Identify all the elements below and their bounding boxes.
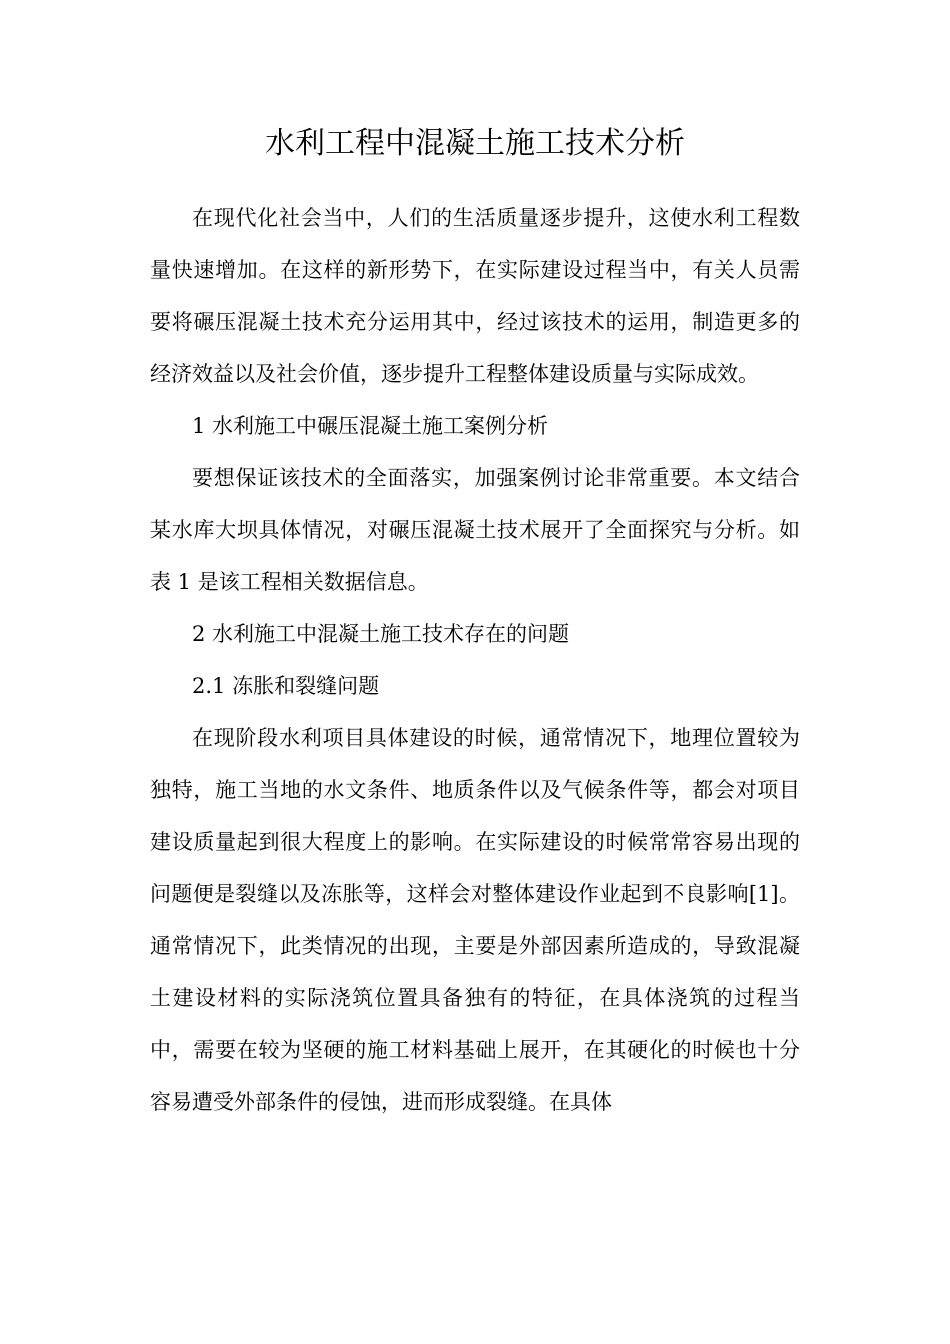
paragraph-section-1: 要想保证该技术的全面落实，加强案例讨论非常重要。本文结合某水库大坝具体情况，对碾压混凝土技术展开了全面探究与分析。如表 1 是该工程相关数据信息。 — [150, 466, 800, 594]
heading-section-2-1: 2.1 冻胀和裂缝问题 — [192, 674, 380, 698]
heading-section-2: 2 水利施工中混凝土施工技术存在的问题 — [192, 622, 570, 646]
paragraph-intro: 在现代化社会当中，人们的生活质量逐步提升，这使水利工程数量快速增加。在这样的新形势下，在实际建设过程当中，有关人员需要将碾压混凝土技术充分运用其中，经过该技术的运用，制造更多的经济效益以及社会价值，逐步提升工程整体建设质量与实际成效。 — [150, 206, 800, 386]
paragraph-section-2-1: 在现阶段水利项目具体建设的时候，通常情况下，地理位置较为独特，施工当地的水文条件、地质条件以及气候条件等，都会对项目建设质量起到很大程度上的影响。在实际建设的时候常常容易出现的问题便是裂缝以及冻胀等，这样会对整体建设作业起到不良影响[1]。通常情况下，此类情况的出现，主要是外部因素所造成的，导致混凝土建设材料的实际浇筑位置具备独有的特征，在具体浇筑的过程当中，需要在较为坚硬的施工材料基础上展开，在其硬化的时候也十分容易遭受外部条件的侵蚀，进而形成裂缝。在具体 — [150, 726, 800, 1114]
document-title: 水利工程中混凝土施工技术分析 — [265, 126, 685, 161]
heading-section-1: 1 水利施工中碾压混凝土施工案例分析 — [192, 414, 549, 438]
document-body — [150, 192, 800, 1128]
